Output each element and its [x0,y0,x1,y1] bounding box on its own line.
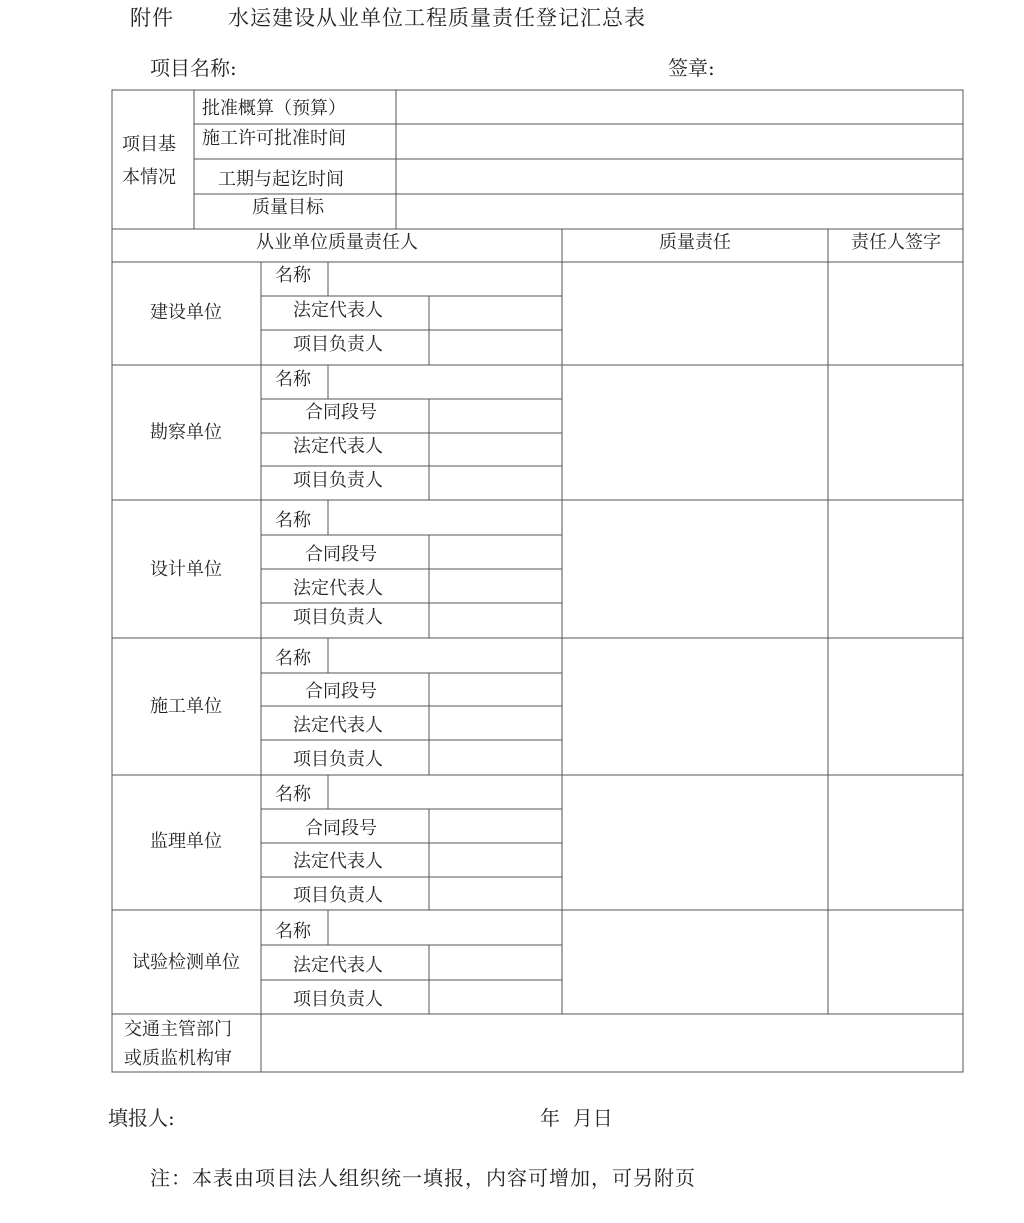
unit-label-testing: 试验检测单位 [132,952,240,973]
approved-budget-label: 批准概算（预算） [202,98,346,119]
field-project-lead-label: 项目负责人 [293,989,383,1010]
field-contract-section-label: 合同段号 [305,681,377,702]
field-name-label: 名称 [275,784,311,805]
col-header-responsibility: 质量责任 [659,232,731,253]
quality-target-label: 质量目标 [252,197,324,218]
attachment-label: 附件 [130,6,174,30]
duration-label: 工期与起讫时间 [218,169,344,190]
field-legal-rep-label: 法定代表人 [293,955,383,976]
field-legal-rep-label: 法定代表人 [293,436,383,457]
unit-label-construction: 建设单位 [150,302,222,323]
field-project-lead-label: 项目负责人 [293,885,383,906]
field-name-label: 名称 [275,921,311,942]
field-name-label: 名称 [275,648,311,669]
filler-label: 填报人: [108,1106,175,1130]
review-label-line2: 或质监机构审 [124,1048,232,1069]
field-name-label: 名称 [275,369,311,390]
review-label-line1: 交通主管部门 [124,1019,232,1040]
field-project-lead-label: 项目负责人 [293,334,383,355]
form-title: 水运建设从业单位工程质量责任登记汇总表 [228,6,646,30]
field-legal-rep-label: 法定代表人 [293,851,383,872]
unit-label-survey: 勘察单位 [150,422,222,443]
field-legal-rep-label: 法定代表人 [293,715,383,736]
field-legal-rep-label: 法定代表人 [293,300,383,321]
field-name-label: 名称 [275,510,311,531]
footnote: 注：本表由项目法人组织统一填报，内容可增加，可另附页 [150,1166,696,1190]
unit-label-contractor: 施工单位 [150,696,222,717]
date-label: 年 月日 [540,1106,613,1130]
field-project-lead-label: 项目负责人 [293,607,383,628]
field-name-label: 名称 [275,265,311,286]
field-contract-section-label: 合同段号 [305,544,377,565]
unit-label-supervision: 监理单位 [150,831,222,852]
field-contract-section-label: 合同段号 [305,818,377,839]
basic-info-label-line1: 项目基 [122,134,176,155]
basic-info-label-line2: 本情况 [122,167,176,188]
col-header-unit-person: 从业单位质量责任人 [256,232,418,253]
unit-label-design: 设计单位 [150,559,222,580]
field-project-lead-label: 项目负责人 [293,749,383,770]
field-legal-rep-label: 法定代表人 [293,578,383,599]
permit-time-label: 施工许可批准时间 [202,128,346,149]
field-contract-section-label: 合同段号 [305,402,377,423]
project-name-label: 项目名称: [150,56,237,80]
col-header-signature: 责任人签字 [851,232,941,253]
field-project-lead-label: 项目负责人 [293,470,383,491]
seal-label: 签章: [668,56,715,80]
